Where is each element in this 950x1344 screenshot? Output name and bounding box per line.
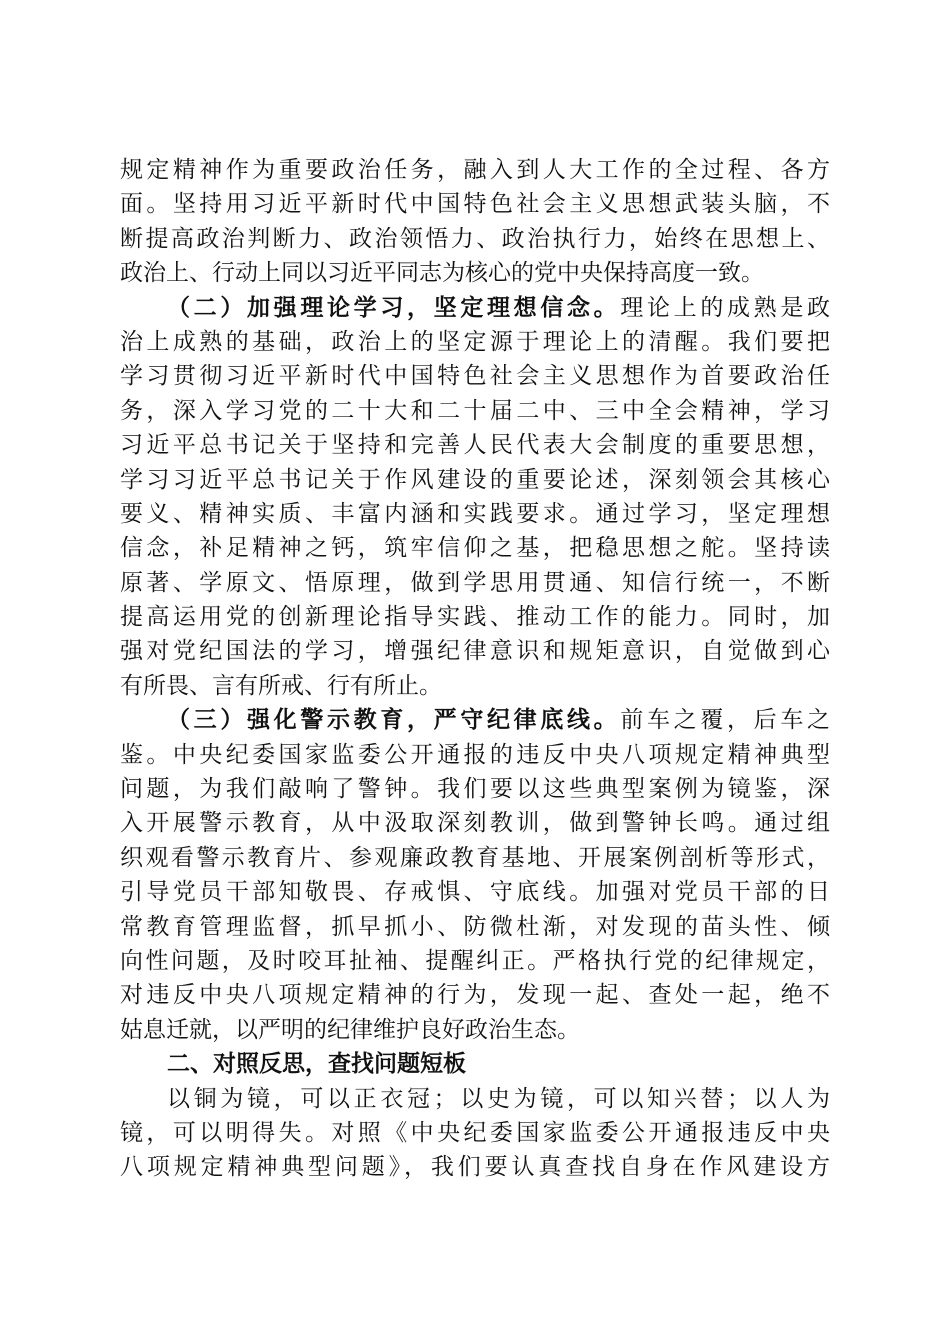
document-body	[120, 153, 830, 1185]
text-line: 学习贯彻习近平新时代中国特色社会主义思想作为首要政治任	[120, 363, 830, 390]
text-line: 信念，补足精神之钙，筑牢信仰之基，把稳思想之舵。坚持读	[120, 535, 830, 562]
text-line	[120, 703, 830, 737]
paragraph-3	[120, 703, 830, 1047]
text-line: 对违反中央八项规定精神的行为，发现一起、查处一起，绝不	[120, 982, 830, 1009]
text-line: 要义、精神实质、丰富内涵和实践要求。通过学习，坚定理想	[120, 500, 830, 527]
text-line: 面。坚持用习近平新时代中国特色社会主义思想武装头脑，不	[120, 191, 830, 218]
text-line	[120, 291, 830, 325]
paragraph-2	[120, 291, 830, 704]
text-line: 姑息迁就，以严明的纪律维护良好政治生态。	[120, 1016, 580, 1043]
text-line: 原著、学原文、悟原理，做到学思用贯通、知信行统一，不断	[120, 569, 830, 596]
text-line: 向性问题，及时咬耳扯袖、提醒纠正。严格执行党的纪律规定，	[120, 947, 830, 974]
text-line: 务，深入学习党的二十大和二十届二中、三中全会精神，学习	[120, 397, 830, 424]
text-line: 入开展警示教育，从中汲取深刻教训，做到警钟长鸣。通过组	[120, 810, 830, 837]
text-line: 强对党纪国法的学习，增强纪律意识和规矩意识，自觉做到心	[120, 638, 830, 665]
text-line: 学习习近平总书记关于作风建设的重要论述，深刻领会其核心	[120, 466, 830, 493]
paragraph-4	[120, 1082, 830, 1185]
text-line: 鉴。中央纪委国家监委公开通报的违反中央八项规定精神典型	[120, 741, 830, 768]
text-line: 断提高政治判断力、政治领悟力、政治执行力，始终在思想上、	[120, 225, 830, 252]
text-line: 镜，可以明得失。对照《中央纪委国家监委公开通报违反中央	[120, 1119, 830, 1146]
text-line: 引导党员干部知敬畏、存戒惧、守底线。加强对党员干部的日	[120, 879, 830, 906]
paragraph-1	[120, 153, 830, 291]
text-line: 八项规定精神典型问题》，我们要认真查找自身在作风建设方	[120, 1154, 830, 1181]
paragraph-lead-heading: （三）强化警示教育，严守纪律底线。	[167, 706, 621, 734]
text-line: 习近平总书记关于坚持和完善人民代表大会制度的重要思想，	[120, 432, 830, 459]
text-fragment: 理论上的成熟是政	[620, 294, 831, 321]
paragraph-lead-heading: （二）加强理论学习，坚定理想信念。	[167, 293, 621, 321]
text-line: 有所畏、言有所戒、行有所止。	[120, 672, 442, 699]
text-line: 政治上、行动上同以习近平同志为核心的党中央保持高度一致。	[120, 260, 764, 287]
text-line: 问题，为我们敲响了警钟。我们要以这些典型案例为镜鉴，深	[120, 776, 830, 803]
text-line: 治上成熟的基础，政治上的坚定源于理论上的清醒。我们要把	[120, 328, 830, 355]
text-line: 常教育管理监督，抓早抓小、防微杜渐，对发现的苗头性、倾	[120, 913, 830, 940]
text-line: 以铜为镜，可以正衣冠；以史为镜，可以知兴替；以人为	[167, 1085, 830, 1112]
section-heading: 二、对照反思，查找问题短板	[167, 1051, 466, 1078]
text-fragment: 前车之覆，后车之	[620, 707, 831, 734]
text-line: 提高运用党的创新理论指导实践、推动工作的能力。同时，加	[120, 604, 830, 631]
text-line: 规定精神作为重要政治任务，融入到人大工作的全过程、各方	[120, 157, 830, 183]
text-line: 织观看警示教育片、参观廉政教育基地、开展案例剖析等形式，	[120, 844, 830, 871]
section-heading-block	[120, 1047, 830, 1081]
